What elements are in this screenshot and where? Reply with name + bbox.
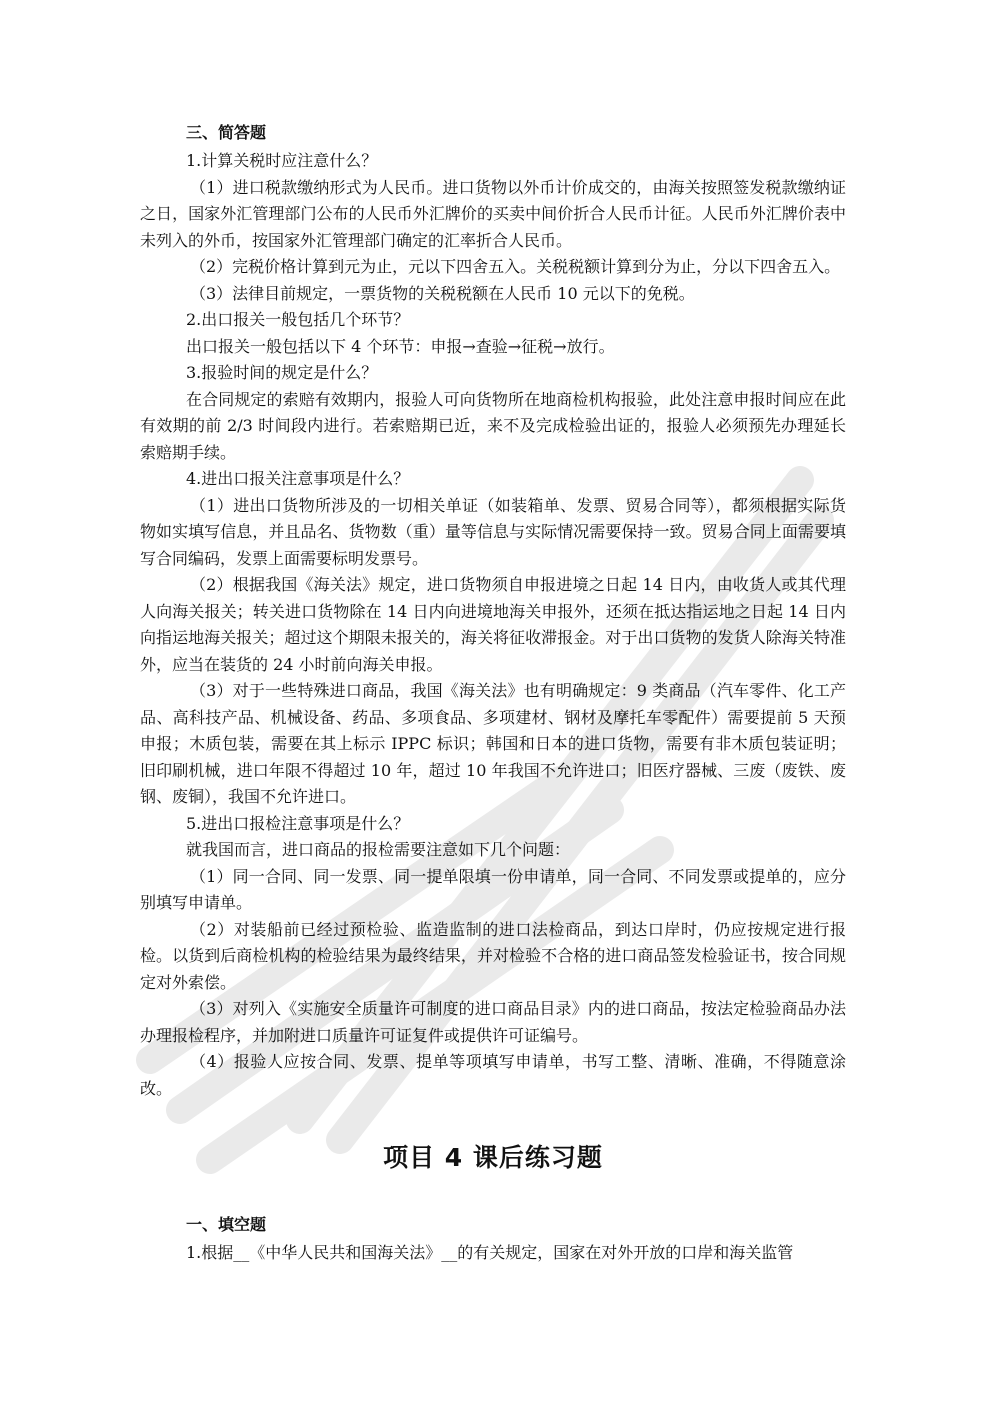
answer-paragraph: （1）进出口货物所涉及的一切相关单证（如装箱单、发票、贸易合同等），都须根据实际货物如实填写信息，并且品名、货物数（重）量等信息与实际情况需要保持一致。贸易合同上面需要填写合同编码，发票上面需要标明发票号。 [140, 495, 846, 568]
short-answer-section [140, 148, 846, 1102]
question-line: 2.出口报关一般包括几个环节？ [186, 310, 410, 329]
document-page [140, 118, 846, 1267]
question-line: 3.报验时间的规定是什么？ [186, 363, 378, 382]
answer-paragraph: （3）法律目前规定，一票货物的关税税额在人民币 10 元以下的免税。 [190, 283, 695, 303]
answer-paragraph: （3）对于一些特殊进口商品，我国《海关法》也有明确规定：9 类商品（汽车零件、化工产品、高科技产品、机械设备、药品、多项食品、多项建材、钢材及摩托车零配件）需要提前 5 天预申报；木质包装，需要在其上标示 IPPC 标识；韩国和日本的进口货物，需要有非木质包装证明；旧印刷机械，进口年限不得超过 10 年，超过 10 年我国不允许进口；旧医疗器械、三废（废铁、废钢、废铜），我国不允许进口。 [140, 681, 846, 806]
answer-paragraph: （2）根据我国《海关法》规定，进口货物须自申报进境之日起 14 日内，由收货人或其代理人向海关报关；转关进口货物除在 14 日内向进境地海关申报外，还须在抵达指运地之日起 14 日内向指运地海关报关；超过这个期限未报关的，海关将征收滞报金。对于出口货物的发货人除海关特准外，应当在装货的 24 小时前向海关申报。 [140, 575, 846, 674]
answer-paragraph: （2）对装船前已经过预检验、监造监制的进口法检商品，到达口岸时，仍应按规定进行报检。以货到后商检机构的检验结果为最终结果，并对检验不合格的进口商品签发检验证书，按合同规定对外索偿。 [140, 919, 846, 992]
section-heading-short-answer: 三、简答题 [186, 123, 267, 142]
answer-paragraph: （3）对列入《实施安全质量许可制度的进口商品目录》内的进口商品，按法定检验商品办法办理报检程序，并加附进口质量许可证复件或提供许可证编号。 [140, 999, 846, 1045]
question-line: 4.进出口报关注意事项是什么？ [186, 469, 410, 488]
answer-paragraph: （1）同一合同、同一发票、同一提单限填一份申请单，同一合同、不同发票或提单的，应分别填写申请单。 [140, 866, 846, 912]
question-line: 5.进出口报检注意事项是什么？ [186, 813, 410, 833]
fill-blank-question-1: 1.根据__《中华人民共和国海关法》__的有关规定，国家在对外开放的口岸和海关监管 [186, 1243, 794, 1262]
answer-paragraph: （4）报验人应按合同、发票、提单等项填写申请单，书写工整、清晰、准确，不得随意涂改。 [140, 1052, 846, 1098]
section-heading-fill-blank: 一、填空题 [186, 1215, 267, 1234]
question-line: 1.计算关税时应注意什么？ [186, 151, 378, 170]
answer-paragraph: 出口报关一般包括以下 4 个环节：申报→查验→征税→放行。 [186, 336, 615, 356]
answer-paragraph: （2）完税价格计算到元为止，元以下四舍五入。关税税额计算到分为止，分以下四舍五入。 [190, 257, 841, 276]
answer-paragraph: 就我国而言，进口商品的报检需要注意如下几个问题： [186, 840, 571, 859]
answer-paragraph: （1）进口税款缴纳形式为人民币。进口货物以外币计价成交的，由海关按照签发税款缴纳证之日，国家外汇管理部门公布的人民币外汇牌价的买卖中间价折合人民币计征。人民币外汇牌价表中未列入的外币，按国家外汇管理部门确定的汇率折合人民币。 [140, 177, 846, 250]
project-4-title: 项目 4 课后练习题 [383, 1143, 603, 1172]
answer-paragraph: 在合同规定的索赔有效期内，报验人可向货物所在地商检机构报验，此处注意申报时间应在此有效期的前 2/3 时间段内进行。若索赔期已近，来不及完成检验出证的，报验人必须预先办理延长索赔期手续。 [140, 389, 846, 462]
